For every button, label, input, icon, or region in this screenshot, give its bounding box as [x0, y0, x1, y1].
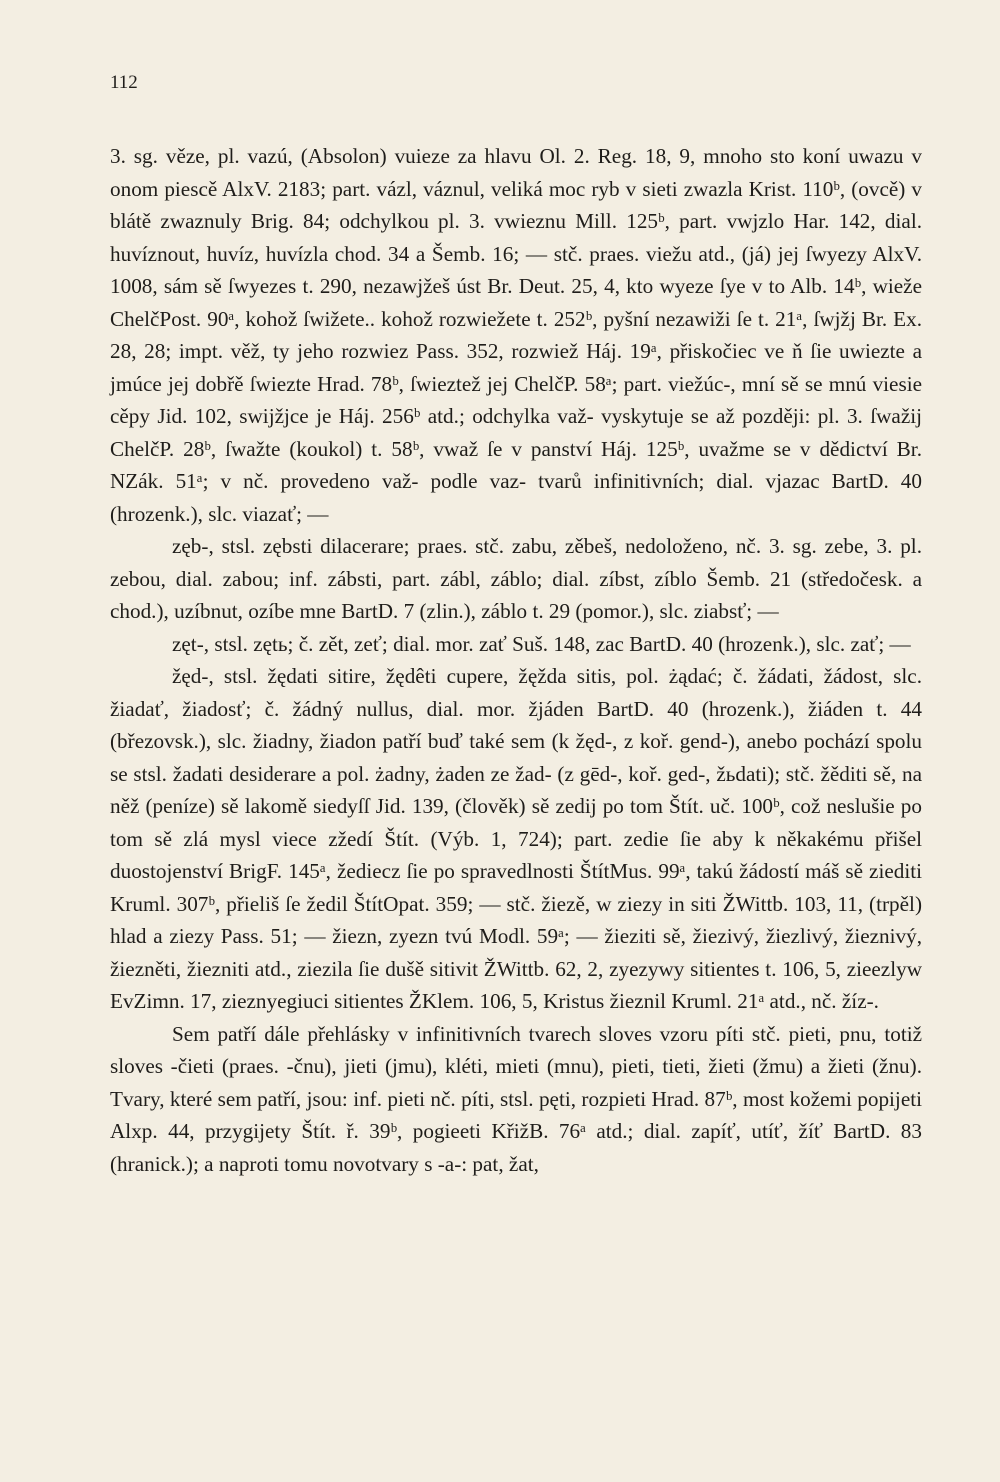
paragraph-zed: žęd-, stsl. žędati sitire, žędêti cupere, žęžda sitis, pol. żądać; č. žádati, žádost, slc. žiadať, žiadosť; č. žádný nullus, dial. mor. žjáden BartD. 40 (hrozenk.), žiáden t. 44 (březovsk.), slc. žiadny, žiadon patří buď také sem (k žęd-, z koř. gend-), anebo pochází spolu se stsl. žadati desiderare a pol. żadny, żaden ze žad- (z gēd-, koř. ged-, žьdati); stč. žěditi sě, na něž (peníze) sě lakomě siedyſſ Jid. 139, (člověk) sě zedij po tom Štít. uč. 100ᵇ, což neslušie po tom sě zlá mysl viece zžedí Štít. (Výb. 1, 724); part. zedie ſie aby k někakému přišel duostojenství BrigF. 145ᵃ, žediecz ſie po spravedlnosti ŠtítMus. 99ᵃ, takú žádostí máš sě ziediti Kruml. 307ᵇ, přieliš ſe žedil ŠtítOpat. 359; — stč. žiezě, w ziezy in siti ŽWittb. 103, 11, (trpěl) hlad a ziezy Pass. 51; — žiezn, zyezn tvú Modl. 59ᵃ; — žieziti sě, žiezivý, žiezlivý, žieznivý, žiezněti, žiezniti atd., ziezila ſie dušě sitivit ŽWittb. 62, 2, zyezywy sitientes t. 106, 5, zieezlyw EvZimn. 17, zieznyegiuci sitientes ŽKlem. 106, 5, Kristus žieznil Kruml. 21ᵃ atd., nč. žíz-.	[110, 664, 922, 1013]
paragraph-prehlasky: Sem patří dále přehlásky v infinitivních tvarech sloves vzoru píti stč. pieti, pnu, totiž sloves -čieti (praes. -čnu), jieti (jmu), kléti, mieti (mnu), pieti, tieti, žieti (žmu) a žieti (žnu). Tvary, které sem patří, jsou: inf. pieti nč. píti, stsl. pęti, rozpieti Hrad. 87ᵇ, most kožemi popijeti Alxp. 44, przygijety Štít. ř. 39ᵇ, pogieeti KřižB. 76ᵃ atd.; dial. zapíť, utíť, žíť BartD. 83 (hranick.); a naproti tomu novotvary s -a-: pat, žat,	[110, 1021, 922, 1176]
page-number: 112	[110, 72, 138, 93]
paragraph-vez: 3. sg. věze, pl. vazú, (Absolon) vuieze za hlavu Ol. 2. Reg. 18, 9, mnoho sto koní uwazu v onom piescě AlxV. 2183; part. vázl, váznul, veliká moc ryb v sieti zwazla Krist. 110ᵇ, (ovcě) v blátě zwaznuly Brig. 84; odchylkou pl. 3. vwieznu Mill. 125ᵇ, part. vwjzlo Har. 142, dial. huvíznout, huvíz, huvízla chod. 34 a Šemb. 16; — stč. praes. viežu atd., (já) jej ſwyezy AlxV. 1008, sám sě ſwyezes t. 290, nezawjžeš úst Br. Deut. 25, 4, kto wyeze ſye v to Alb. 14ᵇ, wieže ChelčPost. 90ᵃ, kohož ſwižete.. kohož rozwiežete t. 252ᵇ, pyšní nezawiži ſe t. 21ᵃ, ſwjžj Br. Ex. 28, 28; impt. věž, ty jeho rozwiez Pass. 352, rozwiež Háj. 19ᵃ, přiskočiec ve ň ſie uwiezte a jmúce jej dobřě ſwiezte Hrad. 78ᵇ, ſwieztež jej ChelčP. 58ᵃ; part. viežúc-, mní sě se mnú viesie cěpy Jid. 102, swijžjce je Háj. 256ᵇ atd.; odchylka važ- vyskytuje se až později: pl. 3. ſwažij ChelčP. 28ᵇ, ſwažte (koukol) t. 58ᵇ, vwaž ſe v panství Háj. 125ᵇ, uvažme se v dědictví Br. NZák. 51ᵃ; v nč. provedeno važ- podle vaz- tvarů infinitivních; dial. vjazac BartD. 40 (hrozenk.), slc. viazať; —	[110, 144, 922, 526]
body-text	[110, 140, 922, 1180]
paragraph-zet: zęt-, stsl. zętь; č. zět, zeť; dial. mor. zať Suš. 148, zac BartD. 40 (hrozenk.), slc. zať; —	[172, 631, 911, 656]
paragraph-zeb: zęb-, stsl. zębsti dilacerare; praes. stč. zabu, zěbeš, nedoloženo, nč. 3. sg. zebe, 3. pl. zebou, dial. zabou; inf. zábsti, part. zábl, záblo; dial. zíbst, zíblo Šemb. 21 (středočesk. a chod.), uzíbnut, ozíbe mne BartD. 7 (zlin.), záblo t. 29 (pomor.), slc. ziabsť; —	[110, 534, 922, 623]
